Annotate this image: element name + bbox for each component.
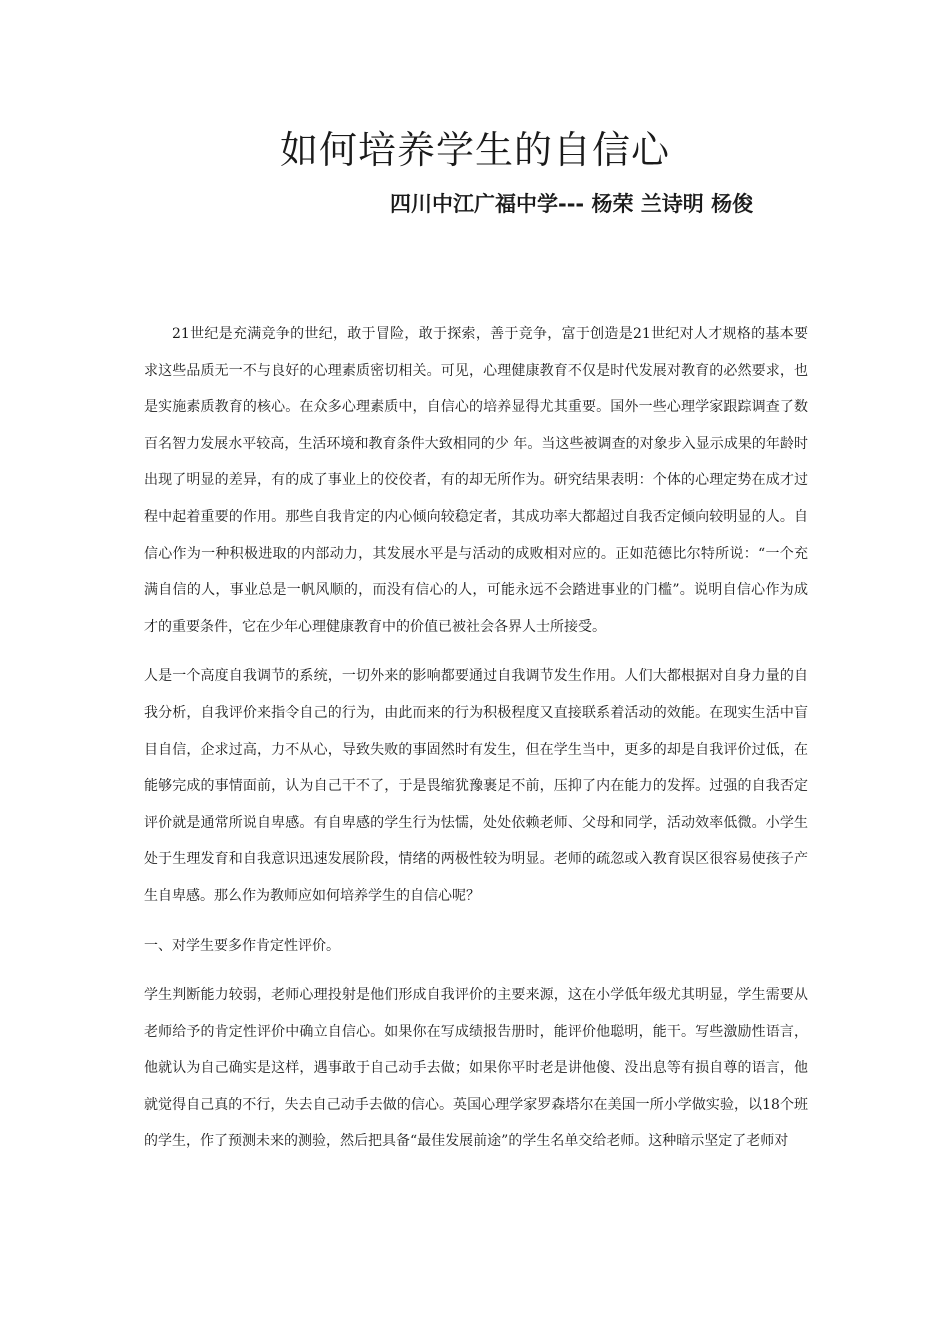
document-body [144,316,808,1173]
paragraph-intro: 21世纪是充满竞争的世纪，敢于冒险，敢于探索，善于竞争，富于创造是21世纪对人才规格的基本要求这些品质无一不与良好的心理素质密切相关。可见，心理健康教育不仅是时代发展对教育的必然要求，也是实施素质教育的核心。在众多心理素质中，自信心的培养显得尤其重要。国外一些心理学家跟踪调查了数百名智力发展水平较高，生活环境和教育条件大致相同的少 年。当这些被调查的对象步入显示成果的年龄时出现了明显的差异，有的成了事业上的佼佼者，有的却无所作为。研究结果表明：个体的心理定势在成才过程中起着重要的作用。那些自我肯定的内心倾向较稳定者，其成功率大都超过自我否定倾向较明显的人。自信心作为一种积极进取的内部动力，其发展水平是与活动的成败相对应的。正如范德比尔特所说：“一个充满自信的人，事业总是一帆风顺的，而没有信心的人，可能永远不会踏进事业的门槛”。说明自信心作为成才的重要条件，它在少年心理健康教育中的价值已被社会各界人士所接受。 [144,326,808,635]
document-title: 如何培养学生的自信心 [279,128,670,172]
section-heading: 一、对学生要多作肯定性评价。 [144,937,340,954]
paragraph-self-regulation: 人是一个高度自我调节的系统，一切外来的影响都要通过自我调节发生作用。人们大都根据对自身力量的自我分析，自我评价来指令自己的行为，由此而来的行为积极程度又直接联系着活动的效能。在现实生活中盲目自信，企求过高，力不从心，导致失败的事固然时有发生，但在学生当中，更多的却是自我评价过低，在能够完成的事情面前，认为自己干不了，于是畏缩犹豫裹足不前，压抑了内在能力的发挥。过强的自我否定评价就是通常所说自卑感。有自卑感的学生行为怯懦，处处依赖老师、父母和同学，活动效率低微。小学生处于生理发育和自我意识迅速发展阶段，情绪的两极性较为明显。老师的疏忽或入教育误区很容易使孩子产生自卑感。那么作为教师应如何培养学生的自信心呢？ [144,668,808,904]
document-authors: 四川中江广福中学--- 杨荣 兰诗明 杨俊 [390,192,754,216]
paragraph-positive-evaluation: 学生判断能力较弱，老师心理投射是他们形成自我评价的主要来源，这在小学低年级尤其明显，学生需要从老师给予的肯定性评价中确立自信心。如果你在写成绩报告册时，能评价他聪明，能干。写些激励性语言，他就认为自己确实是这样，遇事敢于自己动手去做；如果你平时老是讲他傻、没出息等有损自尊的语言，他就觉得自己真的不行，失去自己动手去做的信心。英国心理学家罗森塔尔在美国一所小学做实验，以18个班的学生，作了预测未来的测验，然后把具备“最佳发展前途”的学生名单交给老师。这种暗示坚定了老师对 [144,987,808,1150]
